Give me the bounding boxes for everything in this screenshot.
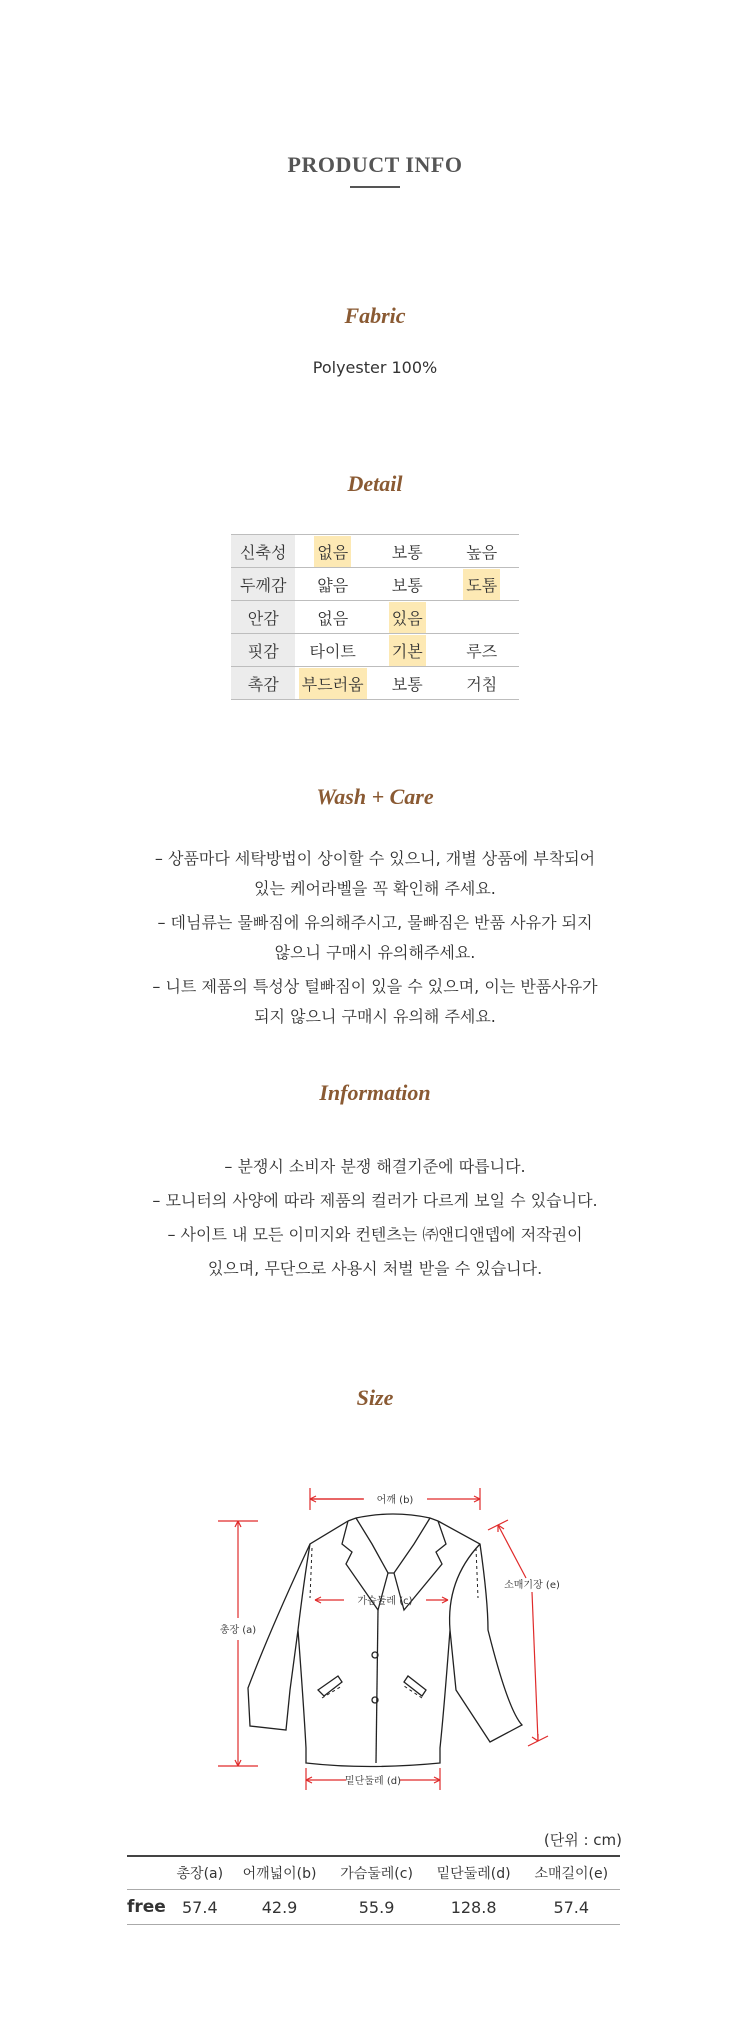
detail-option-cell [370,568,445,601]
detail-row-label: 핏감 [231,634,295,667]
detail-option-cell [444,535,519,568]
detail-option-selected: 부드러움 [299,668,367,699]
detail-option-cell [295,667,370,700]
size-value-shoulder: 42.9 [231,1890,329,1925]
detail-row-label: 촉감 [231,667,295,700]
detail-row-label: 신축성 [231,535,295,568]
size-col-header: 총장(a) [169,1856,231,1890]
detail-option-cell [295,535,370,568]
detail-title: Detail [347,471,403,496]
detail-option-cell [370,535,445,568]
size-value-hem: 128.8 [425,1890,523,1925]
size-value-length: 57.4 [169,1890,231,1925]
detail-option: 거침 [466,674,498,694]
detail-option-cell [295,601,370,634]
size-col-header: 어깨넓이(b) [231,1856,329,1890]
detail-option: 타이트 [309,641,356,661]
wash-line: 되지 않으니 구매시 유의해 주세요. [254,1007,496,1026]
detail-option-cell [295,568,370,601]
information-text [0,1150,750,1286]
detail-option [479,615,485,623]
detail-row [231,634,519,667]
size-table [127,1855,620,1925]
size-col-header: 가슴둘레(c) [328,1856,424,1890]
detail-option-cell [370,601,445,634]
detail-row [231,667,519,700]
wash-line: – 데님류는 물빠짐에 유의해주시고, 물빠짐은 반품 사유가 되지 [157,913,593,932]
detail-row [231,601,519,634]
size-value-sleeve: 57.4 [523,1890,620,1925]
wash-line: – 니트 제품의 특성상 털빠짐이 있을 수 있으며, 이는 반품사유가 [152,977,598,996]
fabric-title: Fabric [344,303,406,328]
jacket-outline [248,1514,522,1767]
chest-label: 가슴둘레 (c) [357,1596,413,1607]
size-value-chest: 55.9 [328,1890,424,1925]
detail-row-label: 안감 [231,601,295,634]
detail-option-cell [444,667,519,700]
size-title: Size [356,1385,394,1410]
size-row-free [127,1890,620,1925]
length-label: 총장 (a) [219,1625,257,1636]
detail-option-selected: 없음 [314,536,351,567]
wash-line: 않으니 구매시 유의해주세요. [274,943,476,962]
size-header-row [127,1856,620,1890]
detail-option-selected: 있음 [389,602,426,633]
detail-option: 보통 [391,575,423,595]
detail-option: 보통 [391,542,423,562]
detail-option-cell [295,634,370,667]
detail-option-cell [370,667,445,700]
info-line: – 사이트 내 모든 이미지와 컨텐츠는 ㈜앤디앤뎁에 저작권이 [167,1225,583,1244]
wash-line: 있는 케어라벨을 꼭 확인해 주세요. [254,879,496,898]
detail-option: 높음 [466,542,498,562]
wash-care-text [0,845,750,1033]
info-line: 있으며, 무단으로 사용시 처벌 받을 수 있습니다. [207,1259,543,1278]
wash-line: – 상품마다 세탁방법이 상이할 수 있으니, 개별 상품에 부착되어 [154,849,596,868]
detail-option: 루즈 [466,641,498,661]
seam-lines [310,1548,478,1698]
detail-option: 보통 [391,674,423,694]
size-col-header [127,1856,169,1890]
detail-option-cell [370,634,445,667]
hem-label: 밑단둘레 (d) [345,1776,401,1787]
detail-row [231,535,519,568]
detail-option-cell [444,634,519,667]
page-title: PRODUCT INFO [287,152,463,177]
detail-option-cell [444,601,519,634]
detail-row-label: 두께감 [231,568,295,601]
sleeve-label: 소매기장 (e) [504,1580,560,1591]
size-col-header: 밑단둘레(d) [425,1856,523,1890]
info-line: – 분쟁시 소비자 분쟁 해결기준에 따릅니다. [224,1157,526,1176]
information-title: Information [319,1080,431,1105]
detail-option-selected: 기본 [389,635,426,666]
size-col-header: 소매길이(e) [523,1856,620,1890]
info-line: – 모니터의 사양에 따라 제품의 컬러가 다르게 보일 수 있습니다. [152,1191,598,1210]
detail-option-selected: 도톰 [463,569,500,600]
wash-care-title: Wash + Care [316,784,434,809]
detail-option-cell [444,568,519,601]
shoulder-label: 어깨 (b) [376,1495,414,1506]
detail-option: 얇음 [317,575,349,595]
size-row-label: free [127,1890,169,1925]
size-unit: (단위 : cm) [543,1831,622,1849]
title-divider [350,186,400,188]
detail-option: 없음 [317,608,349,628]
fabric-value: Polyester 100% [312,358,438,377]
detail-row [231,568,519,601]
detail-table [231,534,519,700]
jacket-size-diagram [218,1480,578,1800]
